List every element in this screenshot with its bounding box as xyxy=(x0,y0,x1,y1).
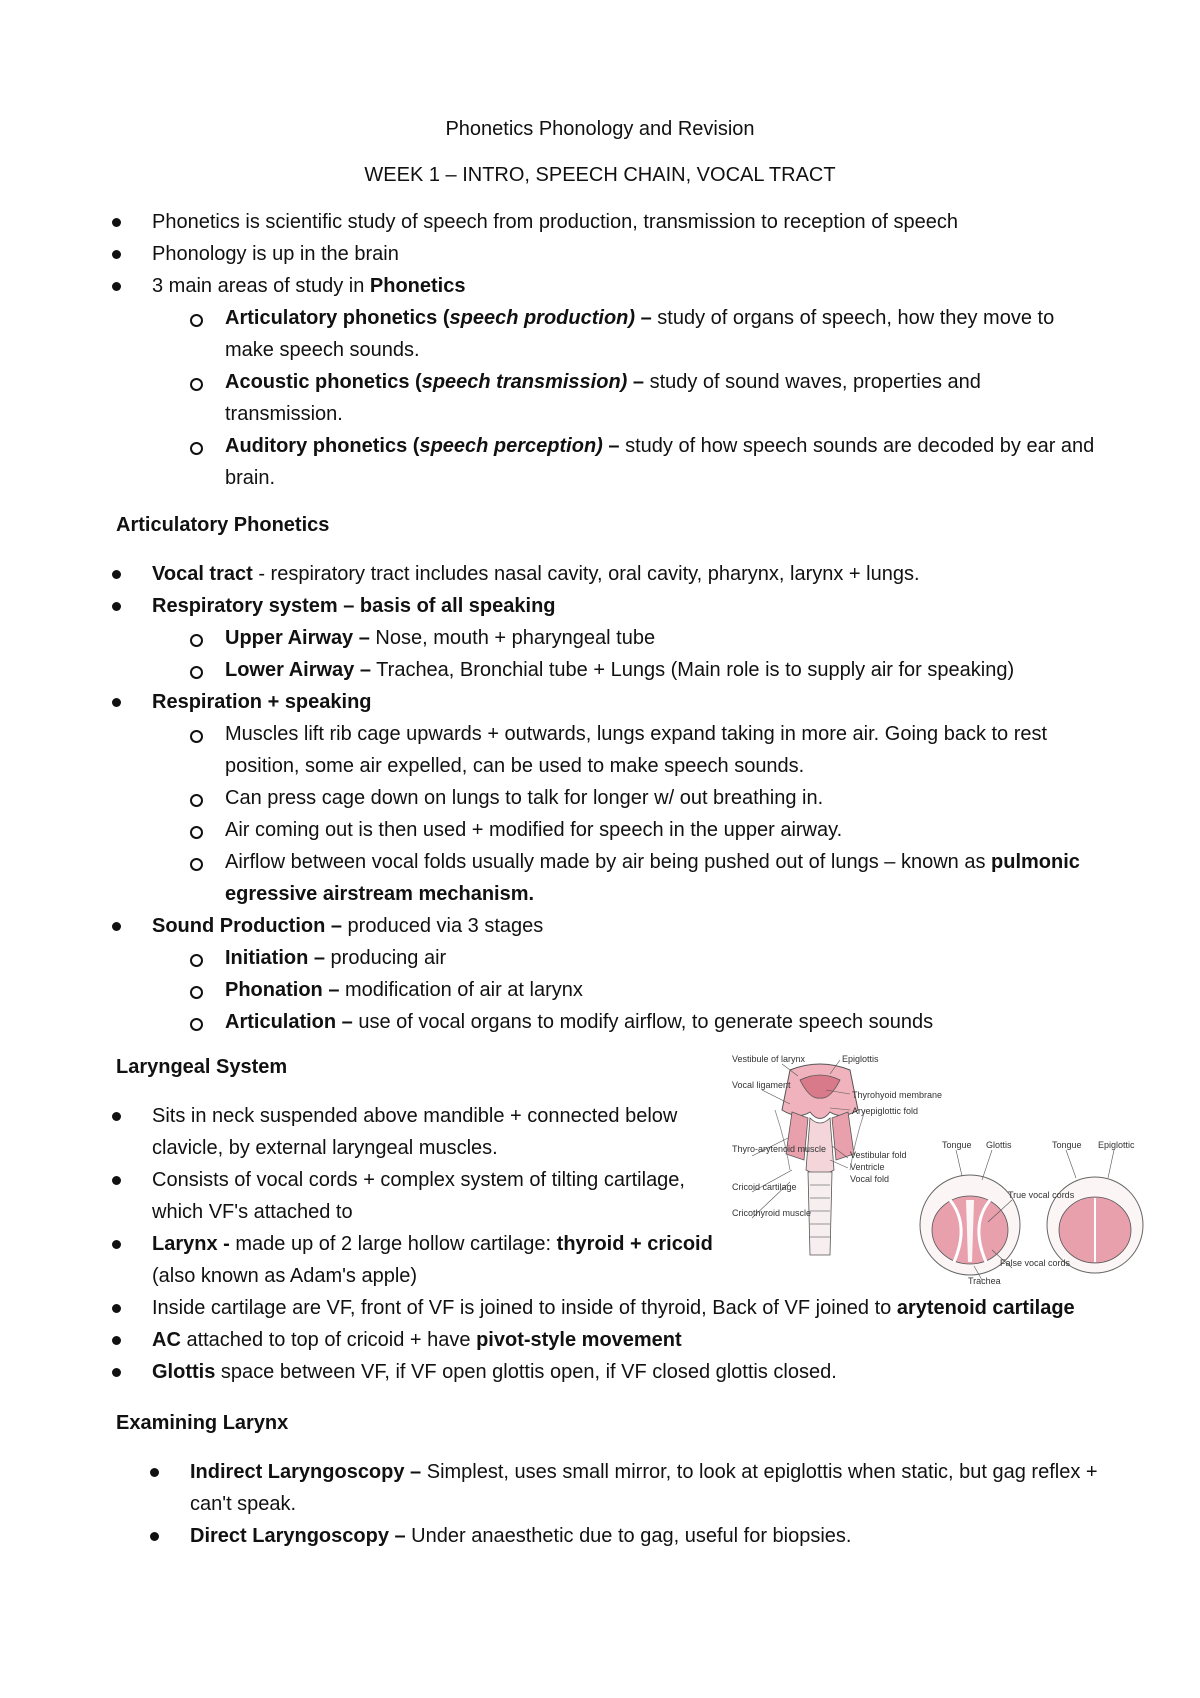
bullet xyxy=(112,698,121,707)
acoustic-phonetics-item: Acoustic phonetics (speech transmission) – study of sound waves, properties and xyxy=(225,371,981,393)
sub-bullet xyxy=(190,666,203,679)
auditory-phonetics-cont: brain. xyxy=(225,467,276,489)
label-glottis: Glottis xyxy=(986,1140,1012,1150)
sound-production-item: Sound Production – produced via 3 stages xyxy=(152,915,544,937)
label-tongue-2: Tongue xyxy=(1052,1140,1082,1150)
bullet xyxy=(112,1336,121,1345)
glottis-item: Glottis space between VF, if VF open glottis open, if VF closed glottis closed. xyxy=(152,1361,837,1383)
sub-bullet xyxy=(190,634,203,647)
label-ventricle: Ventricle xyxy=(850,1162,885,1172)
sub-bullet xyxy=(190,1018,203,1031)
sub-bullet xyxy=(190,730,203,743)
bullet xyxy=(112,602,121,611)
label-true-cords: True vocal cords xyxy=(1008,1190,1075,1200)
bullet xyxy=(112,1176,121,1185)
label-trachea: Trachea xyxy=(968,1276,1001,1286)
sub-bullet xyxy=(190,314,203,327)
section-heading-examining: Examining Larynx xyxy=(116,1412,289,1434)
label-epiglottic: Epiglottic xyxy=(1098,1140,1135,1150)
bullet xyxy=(112,218,121,227)
larynx-cartilage-item: Larynx - made up of 2 large hollow cartilage: thyroid + cricoid xyxy=(152,1233,713,1255)
section-heading-laryngeal: Laryngeal System xyxy=(116,1056,288,1078)
section-heading-articulatory: Articulatory Phonetics xyxy=(116,514,330,536)
indirect-laryngoscopy-item: Indirect Laryngoscopy – Simplest, uses small mirror, to look at epiglottis when static, but gag reflex + xyxy=(190,1461,1098,1483)
bullet xyxy=(150,1468,159,1477)
press-cage-item: Can press cage down on lungs to talk for longer w/ out breathing in. xyxy=(225,787,824,809)
larynx-neck-item-cont: clavicle, by external laryngeal muscles. xyxy=(152,1137,498,1159)
bullet xyxy=(150,1532,159,1541)
bullet xyxy=(112,1368,121,1377)
sub-bullet xyxy=(190,826,203,839)
bullet xyxy=(112,570,121,579)
initiation-item: Initiation – producing air xyxy=(225,947,447,969)
label-thyrohyoid: Thyrohyoid membrane xyxy=(852,1090,943,1100)
label-thyro-muscle: Thyro-arytenoid muscle xyxy=(732,1144,827,1154)
respiration-speaking-item: Respiration + speaking xyxy=(152,691,372,713)
vocal-cords-item-cont: which VF's attached to xyxy=(152,1201,353,1223)
label-vocal-fold: Vocal fold xyxy=(850,1174,890,1184)
larynx-anatomy-figure xyxy=(730,1050,1150,1286)
respiratory-system-item: Respiratory system – basis of all speaking xyxy=(152,595,556,617)
label-vestibular-fold: Vestibular fold xyxy=(850,1150,907,1160)
sub-bullet xyxy=(190,986,203,999)
label-epiglottis: Epiglottis xyxy=(842,1054,879,1064)
intro-bullet-3: 3 main areas of study in Phonetics xyxy=(152,275,466,297)
airflow-item-cont: egressive airstream mechanism. xyxy=(225,883,535,905)
document-title: Phonetics Phonology and Revision xyxy=(445,118,755,140)
articulation-item: Articulation – use of vocal organs to modify airflow, to generate speech sounds xyxy=(225,1011,934,1033)
sub-bullet xyxy=(190,954,203,967)
acoustic-phonetics-cont: transmission. xyxy=(225,403,343,425)
sub-bullet xyxy=(190,794,203,807)
bullet xyxy=(112,1112,121,1121)
ac-item: AC attached to top of cricoid + have pivot-style movement xyxy=(152,1329,682,1351)
sub-bullet xyxy=(190,378,203,391)
articulatory-phonetics-cont: make speech sounds. xyxy=(225,339,420,361)
intro-bullet-2: Phonology is up in the brain xyxy=(152,243,399,265)
lower-airway-item: Lower Airway – Trachea, Bronchial tube + Lungs (Main role is to supply air for speaking) xyxy=(225,659,1015,681)
airflow-item: Airflow between vocal folds usually made by air being pushed out of lungs – known as pulmonic xyxy=(225,851,1080,873)
inside-cartilage-item: Inside cartilage are VF, front of VF is joined to inside of thyroid, Back of VF joined to arytenoid cartilage xyxy=(152,1297,1075,1319)
week-heading: WEEK 1 – INTRO, SPEECH CHAIN, VOCAL TRACT xyxy=(364,164,836,186)
bullet xyxy=(112,1240,121,1249)
label-tongue-1: Tongue xyxy=(942,1140,972,1150)
indirect-laryngoscopy-cont: can't speak. xyxy=(190,1493,297,1515)
larynx-neck-item: Sits in neck suspended above mandible + connected below xyxy=(152,1105,678,1127)
sub-bullet xyxy=(190,442,203,455)
vocal-tract-item: Vocal tract - respiratory tract includes nasal cavity, oral cavity, pharynx, larynx + lungs. xyxy=(152,563,920,585)
air-coming-out-item: Air coming out is then used + modified for speech in the upper airway. xyxy=(225,819,843,841)
bullet xyxy=(112,1304,121,1313)
bullet xyxy=(112,922,121,931)
label-false-cords: False vocal cords xyxy=(1000,1258,1071,1268)
vocal-cords-item: Consists of vocal cords + complex system of tilting cartilage, xyxy=(152,1169,685,1191)
label-cricoid: Cricoid cartilage xyxy=(732,1182,797,1192)
direct-laryngoscopy-item: Direct Laryngoscopy – Under anaesthetic due to gag, useful for biopsies. xyxy=(190,1525,852,1547)
upper-airway-item: Upper Airway – Nose, mouth + pharyngeal tube xyxy=(225,627,656,649)
label-cricothyroid: Cricothyroid muscle xyxy=(732,1208,812,1218)
phonation-item: Phonation – modification of air at larynx xyxy=(225,979,583,1001)
larynx-cartilage-item-cont: (also known as Adam's apple) xyxy=(152,1265,418,1287)
label-vocal-ligament: Vocal ligament xyxy=(732,1080,791,1090)
auditory-phonetics-item: Auditory phonetics (speech perception) – study of how speech sounds are decoded by ear and xyxy=(225,435,1095,457)
sub-bullet xyxy=(190,858,203,871)
bullet xyxy=(112,282,121,291)
label-aryepiglottic: Aryepiglottic fold xyxy=(852,1106,919,1116)
muscles-item-cont: position, some air expelled, can be used to make speech sounds. xyxy=(225,755,805,777)
muscles-item: Muscles lift rib cage upwards + outwards, lungs expand taking in more air. Going back to rest xyxy=(225,723,1048,745)
intro-bullet-1: Phonetics is scientific study of speech from production, transmission to reception of speech xyxy=(152,211,958,233)
label-vestibule: Vestibule of larynx xyxy=(732,1054,806,1064)
bullet xyxy=(112,250,121,259)
articulatory-phonetics-item: Articulatory phonetics (speech production) – study of organs of speech, how they move to xyxy=(225,307,1055,329)
